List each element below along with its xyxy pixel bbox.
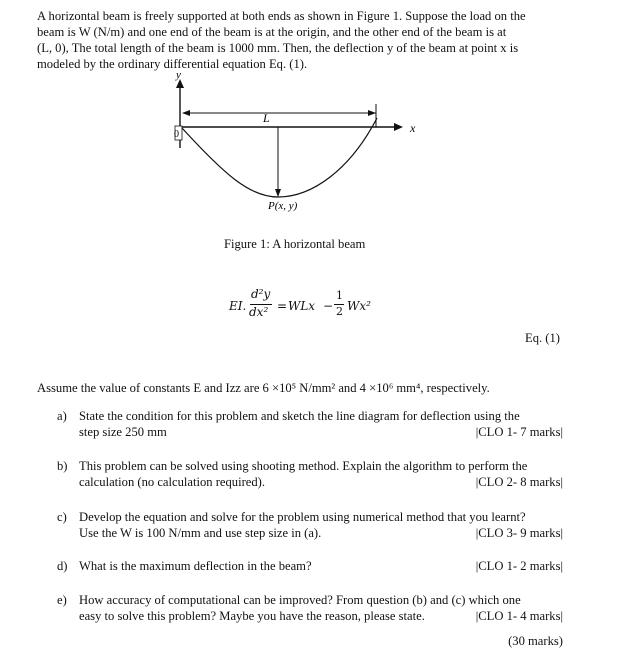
eq-half-num: 1	[336, 289, 343, 302]
eq-denominator: dx²	[249, 305, 269, 319]
eq-numerator: d²y	[251, 287, 271, 301]
question-letter: c)	[57, 510, 67, 524]
question-marks: |CLO 1- 4 marks|	[475, 609, 563, 623]
question-letter: b)	[57, 459, 68, 473]
question-letter: d)	[57, 559, 68, 573]
question-letter: e)	[57, 593, 67, 607]
eq-half-den: 2	[336, 305, 343, 318]
question-text: State the condition for this problem and sketch the line diagram for deflection using the	[79, 409, 520, 423]
figure-caption: Figure 1: A horizontal beam	[224, 237, 366, 251]
point-label: P(x, y)	[268, 200, 298, 212]
question-marks: |CLO 2- 8 marks|	[475, 475, 563, 489]
eq-minus: −	[323, 299, 334, 313]
question-text: How accuracy of computational can be improved? From question (b) and (c) which one	[79, 593, 521, 607]
equation-label: Eq. (1)	[525, 331, 560, 345]
y-axis-label: y	[176, 69, 181, 81]
origin-label: 0	[174, 129, 179, 140]
question-marks: |CLO 3- 9 marks|	[475, 526, 563, 540]
question-e	[57, 592, 563, 626]
question-marks: |CLO 1- 2 marks|	[475, 559, 563, 573]
question-text: This problem can be solved using shooting method. Explain the algorithm to perform the	[79, 459, 528, 473]
x-axis-arrow	[394, 123, 403, 131]
question-text: What is the maximum deflection in the beam?	[79, 559, 312, 573]
constants-line: Assume the value of constants E and Izz are 6 ×10⁵ N/mm² and 4 ×10⁶ mm⁴, respectively.	[37, 381, 490, 395]
intro-line-3: (L, 0), The total length of the beam is 1000 mm. Then, the deflection y of the beam at point x is	[37, 41, 519, 55]
question-b	[57, 458, 563, 492]
eq-equals: =	[277, 299, 288, 313]
question-text: easy to solve this problem? Maybe you have the reason, please state.	[79, 609, 425, 623]
length-label: L	[263, 111, 270, 125]
x-axis-label: x	[410, 121, 416, 135]
question-letter: a)	[57, 409, 67, 423]
total-marks: (30 marks)	[508, 634, 563, 648]
question-text: calculation (no calculation required).	[79, 475, 266, 489]
eq-ei: EI.	[229, 299, 247, 313]
eq-wlx: WLx	[288, 299, 316, 313]
question-d	[57, 558, 563, 576]
question-text: step size 250 mm	[79, 425, 167, 439]
intro-line-1: A horizontal beam is freely supported at both ends as shown in Figure 1. Suppose the load on the	[37, 9, 526, 23]
eq-wx2: Wx²	[347, 299, 371, 313]
intro-line-4: modeled by the ordinary differential equation Eq. (1).	[37, 57, 308, 71]
question-text: Use the W is 100 N/mm and use step size in (a).	[79, 526, 322, 540]
equation-block	[229, 287, 409, 327]
intro-line-2: beam is W (N/m) and one end of the beam is at the origin, and the other end of the beam is at	[37, 25, 507, 39]
question-a	[57, 408, 563, 442]
beam-figure	[0, 0, 617, 240]
question-text: Develop the equation and solve for the problem using numerical method that you learnt?	[79, 510, 526, 524]
question-c	[57, 509, 563, 543]
deflection-curve	[182, 118, 377, 197]
question-marks: |CLO 1- 7 marks|	[475, 425, 563, 439]
